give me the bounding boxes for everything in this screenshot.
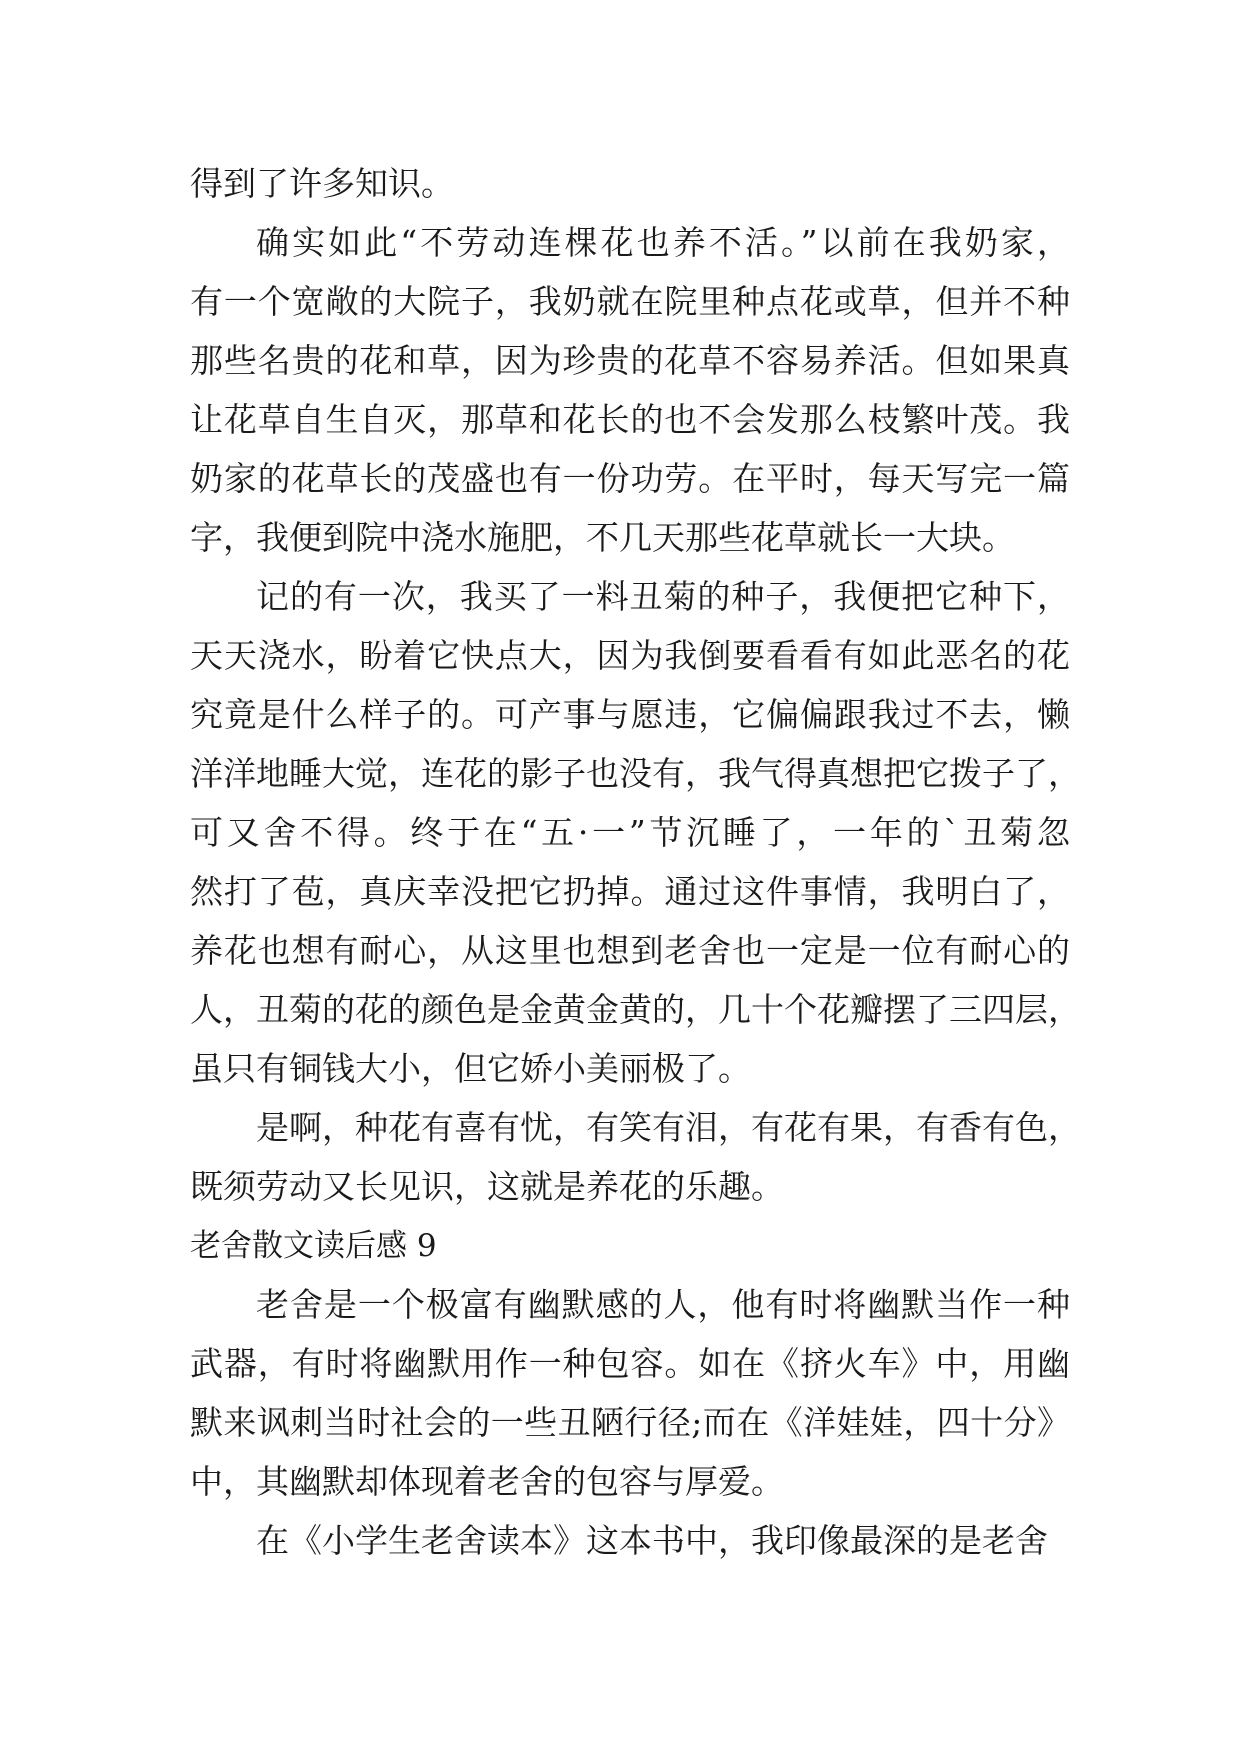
- text-line: 得到了许多知识。: [190, 164, 454, 203]
- text-line: 奶家的花草长的茂盛也有一份功劳。在平时，每天写完一篇: [190, 459, 1070, 498]
- section-heading: 老舍散文读后感 9: [190, 1228, 437, 1264]
- text-line: 有一个宽敞的大院子，我奶就在院里种点花或草，但并不种: [190, 282, 1070, 321]
- text-line: 养花也想有耐心，从这里也想到老舍也一定是一位有耐心的: [190, 931, 1070, 970]
- paragraph-first-line: 记的有一次，我买了一料丑菊的种子，我便把它种下，: [256, 577, 1070, 616]
- text-line: 默来讽刺当时社会的一些丑陋行径;而在《洋娃娃，四十分》: [190, 1403, 1070, 1442]
- paragraph-first-line: 确实如此“不劳动连棵花也养不活。”以前在我奶家，: [256, 223, 1070, 262]
- text-line: 中，其幽默却体现着老舍的包容与厚爱。: [190, 1462, 784, 1501]
- text-line: 洋洋地睡大觉，连花的影子也没有，我气得真想把它拨子了，: [190, 754, 1081, 793]
- text-line: 字，我便到院中浇水施肥，不几天那些花草就长一大块。: [190, 518, 1015, 557]
- text-line: 然打了苞，真庆幸没把它扔掉。通过这件事情，我明白了，: [190, 872, 1070, 911]
- text-line: 武器，有时将幽默用作一种包容。如在《挤火车》中，用幽: [190, 1344, 1070, 1383]
- text-line: 让花草自生自灭，那草和花长的也不会发那么枝繁叶茂。我: [190, 400, 1070, 439]
- paragraph-first-line: 是啊，种花有喜有忧，有笑有泪，有花有果，有香有色，: [256, 1108, 1081, 1147]
- text-line: 那些名贵的花和草，因为珍贵的花草不容易养活。但如果真: [190, 341, 1070, 380]
- text-line: 究竟是什么样子的。可产事与愿违，它偏偏跟我过不去，懒: [190, 695, 1070, 734]
- text-line: 人，丑菊的花的颜色是金黄金黄的，几十个花瓣摆了三四层，: [190, 990, 1081, 1029]
- paragraph-first-line: 老舍是一个极富有幽默感的人，他有时将幽默当作一种: [256, 1285, 1070, 1324]
- text-line: 虽只有铜钱大小，但它娇小美丽极了。: [190, 1049, 751, 1088]
- text-line: 天天浇水，盼着它快点大，因为我倒要看看有如此恶名的花: [190, 636, 1070, 675]
- text-line: 可又舍不得。终于在“五·一”节沉睡了，一年的`丑菊忽: [190, 813, 1070, 852]
- paragraph-first-line: 在《小学生老舍读本》这本书中，我印像最深的是老舍: [256, 1521, 1048, 1560]
- text-line: 既须劳动又长见识，这就是养花的乐趣。: [190, 1167, 784, 1206]
